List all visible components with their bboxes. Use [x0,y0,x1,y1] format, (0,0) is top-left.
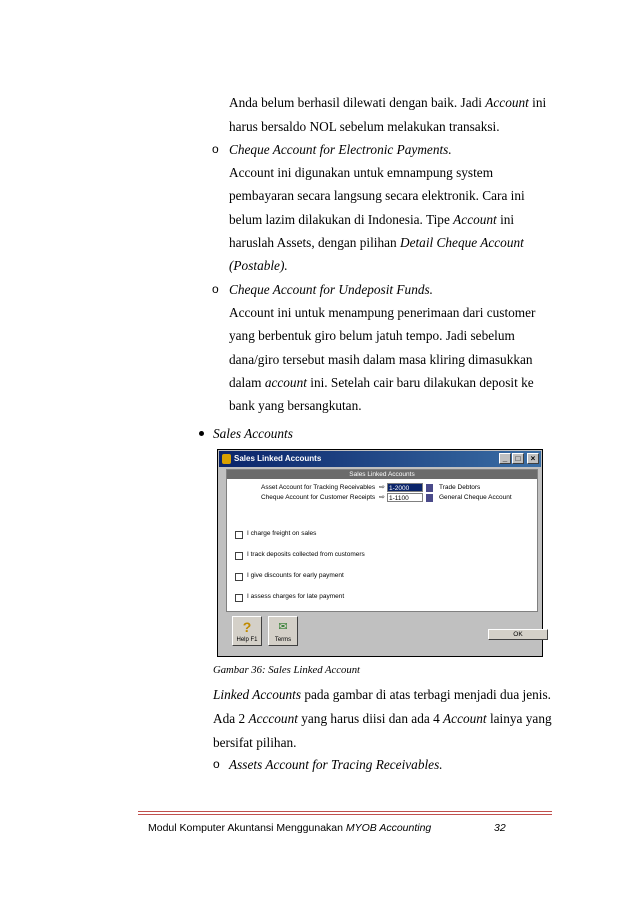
item2-line-3: dana/giro tersebut masih dalam masa kliring dimasukkan [229,352,533,367]
intro-line-1: Anda belum berhasil dilewati dengan baik. Jadi Account ini [229,95,547,110]
footer-rule [138,814,552,815]
footer-rule [138,811,552,812]
figure-caption: Gambar 36: Sales Linked Account [213,664,361,676]
circle-bullet-icon: o [212,142,219,156]
app-icon [222,454,231,464]
bullet-icon [199,431,204,436]
page-number: 32 [494,822,506,834]
item1-line-2: pembayaran secara langsung secara elektronik. Cara ini [229,188,525,203]
asset-account-label: Asset Account for Tracking Receivables [261,484,376,491]
question-icon: ? [242,619,252,635]
maximize-button[interactable]: □ [512,453,524,464]
item1-line-3: belum lazim dilakukan di Indonesia. Tipe Account ini [229,212,515,227]
after-line-3: bersifat pilihan. [213,735,297,750]
late-charges-checkbox[interactable] [235,594,243,602]
item2-line-2: yang berbentuk giro belum jatuh tempo. Jadi sebelum [229,328,515,343]
account-list-icon[interactable] [426,494,433,502]
cheque-account-label: Cheque Account for Customer Receipts [261,494,376,501]
track-deposits-option-label: I track deposits collected from customers [247,551,365,558]
item1-title: Cheque Account for Electronic Payments. [229,142,452,157]
close-button[interactable]: × [527,453,539,464]
early-discount-checkbox[interactable] [235,573,243,581]
help-button[interactable]: ? Help F1 [232,616,262,646]
item2-line-4: dalam account ini. Setelah cair baru dilakukan deposit ke [229,375,534,390]
asset-account-name: Trade Debtors [439,484,481,491]
after-line-2: Ada 2 Acccount yang harus diisi dan ada 4 Account lainya yang [213,711,552,726]
dialog-title: Sales Linked Accounts [234,454,322,463]
intro-line-2: harus bersaldo NOL sebelum melakukan transaksi. [229,119,500,134]
sales-linked-accounts-dialog [217,449,543,657]
arrow-icon: ⇨ [379,484,385,491]
circle-bullet-icon: o [212,282,219,296]
item2-title: Cheque Account for Undeposit Funds. [229,282,433,297]
terms-button[interactable]: ✉ Terms [268,616,298,646]
early-discount-option-label: I give discounts for early payment [247,572,344,579]
minimize-button[interactable]: _ [499,453,511,464]
ok-button[interactable]: OK [488,629,548,640]
dialog-titlebar [219,451,541,467]
footer-text: Modul Komputer Akuntansi Menggunakan MYOB Accounting [148,822,432,834]
arrow-icon: ⇨ [379,494,385,501]
account-list-icon[interactable] [426,484,433,492]
section-header: Sales Linked Accounts [227,470,537,479]
cheque-account-name: General Cheque Account [439,494,512,501]
after-line-1: Linked Accounts pada gambar di atas terbagi menjadi dua jenis. [213,687,551,702]
item1-line-1: Account ini digunakan untuk emnampung system [229,165,494,180]
circle-bullet-icon: o [213,757,220,771]
freight-checkbox[interactable] [235,531,243,539]
track-deposits-checkbox[interactable] [235,552,243,560]
sales-accounts-heading: Sales Accounts [213,426,293,441]
item2-line-5: bank yang bersangkutan. [229,398,362,413]
dialog-bottom-bar [226,616,536,648]
item1-line-5: (Postable). [229,258,288,273]
cheque-account-field[interactable]: 1-1100 [387,493,423,502]
item2-line-1: Account ini untuk menampung penerimaan dari customer [229,305,536,320]
late-charges-option-label: I assess charges for late payment [247,593,345,600]
item1-line-4: haruslah Assets, dengan pilihan Detail Cheque Account [229,235,524,250]
terms-icon: ✉ [278,621,288,633]
assets-account-item: Assets Account for Tracing Receivables. [229,757,443,772]
freight-option-label: I charge freight on sales [247,530,317,537]
asset-account-field[interactable]: 1-2000 [387,483,423,492]
linked-accounts-panel [226,469,538,612]
